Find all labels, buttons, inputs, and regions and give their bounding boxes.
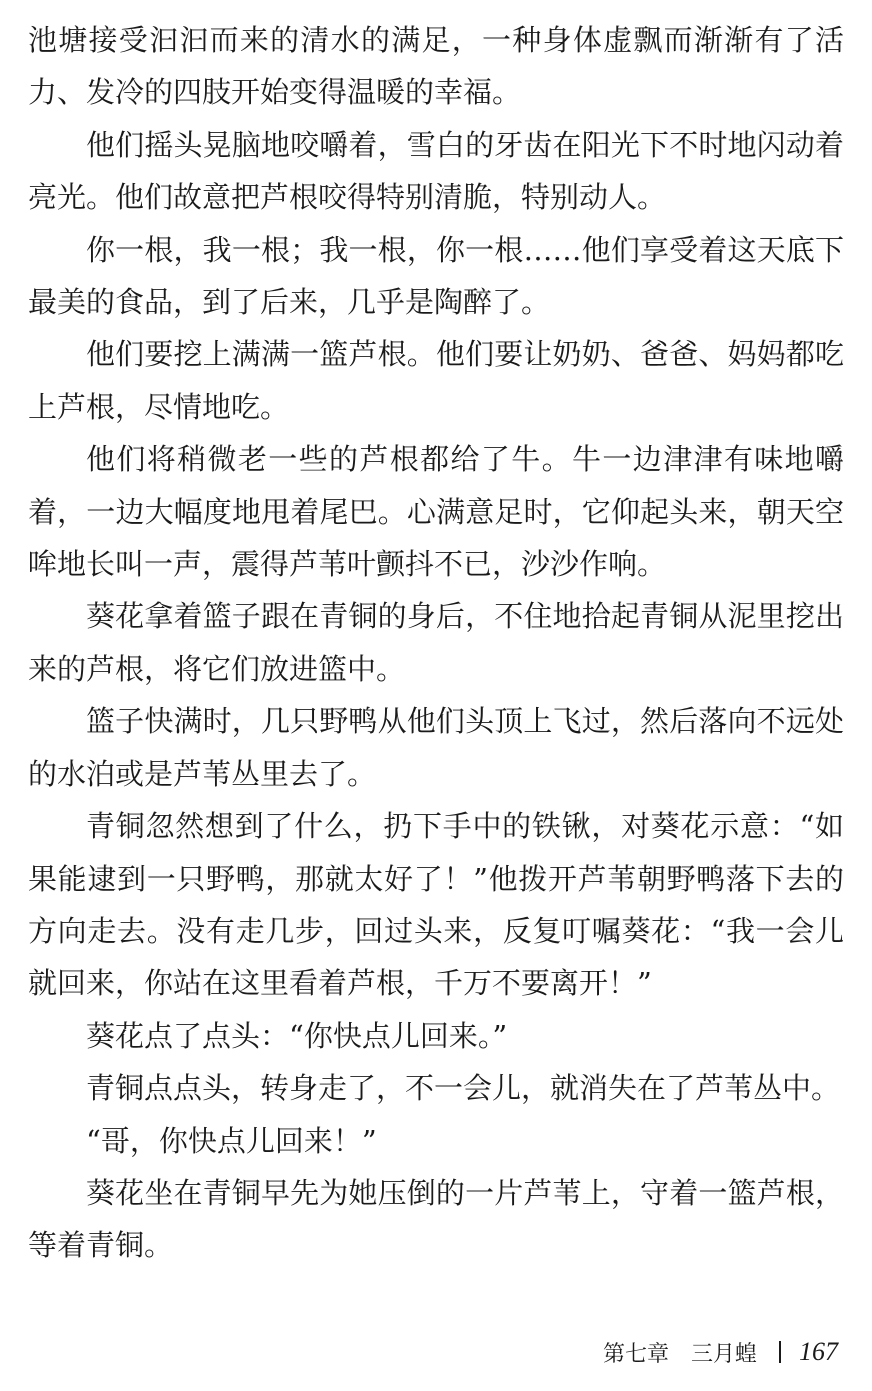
paragraph-12: 葵花坐在青铜早先为她压倒的一片芦苇上，守着一篮芦根，等着青铜。 [28, 1175, 844, 1263]
paragraph-7: 篮子快满时，几只野鸭从他们头顶上飞过，然后落向不远处的水泊或是芦苇丛里去了。 [28, 704, 844, 791]
footer-separator [779, 1341, 781, 1363]
paragraph-6: 葵花拿着篮子跟在青铜的身后，不住地拾起青铜从泥里挖出来的芦根，将它们放进篮中。 [28, 599, 844, 686]
paragraph-3: 你一根，我一根；我一根，你一根……他们享受着这天底下最美的食品，到了后来，几乎是陶醉了。 [28, 232, 844, 320]
paragraph-5: 他们将稍微老一些的芦根都给了牛。牛一边津津有味地嚼着，一边大幅度地甩着尾巴。心满意足时，它仰起头来，朝天空哞地长叫一声，震得芦苇叶颤抖不已，沙沙作响。 [28, 442, 844, 582]
paragraph-8: 青铜忽然想到了什么，扔下手中的铁锹，对葵花示意：“如果能逮到一只野鸭，那就太好了！”他拨开芦苇朝野鸭落下去的方向走去。没有走几步，回过头来，反复叮嘱葵花：“我一会儿就回来，你站在这里看着芦根，千万不要离开！” [28, 809, 844, 1001]
running-head: 第七章 三月蝗 [602, 1341, 757, 1367]
paragraph-9: 葵花点了点头：“你快点儿回来。” [86, 1018, 508, 1053]
paragraph-2: 他们摇头晃脑地咬嚼着，雪白的牙齿在阳光下不时地闪动着亮光。他们故意把芦根咬得特别清脆，特别动人。 [28, 127, 844, 215]
paragraph-4: 他们要挖上满满一篮芦根。他们要让奶奶、爸爸、妈妈都吃上芦根，尽情地吃。 [28, 337, 844, 424]
page-body [28, 14, 844, 1272]
page-number: 167 [799, 1337, 838, 1366]
paragraph-10: 青铜点点头，转身走了，不一会儿，就消失在了芦苇丛中。 [86, 1071, 841, 1106]
paragraph-1: 池塘接受汩汩而来的清水的满足，一种身体虚飘而渐渐有了活力、发冷的四肢开始变得温暖的幸福。 [28, 23, 844, 110]
paragraph-11: “哥，你快点儿回来！” [86, 1123, 377, 1158]
page-footer [0, 1334, 838, 1370]
